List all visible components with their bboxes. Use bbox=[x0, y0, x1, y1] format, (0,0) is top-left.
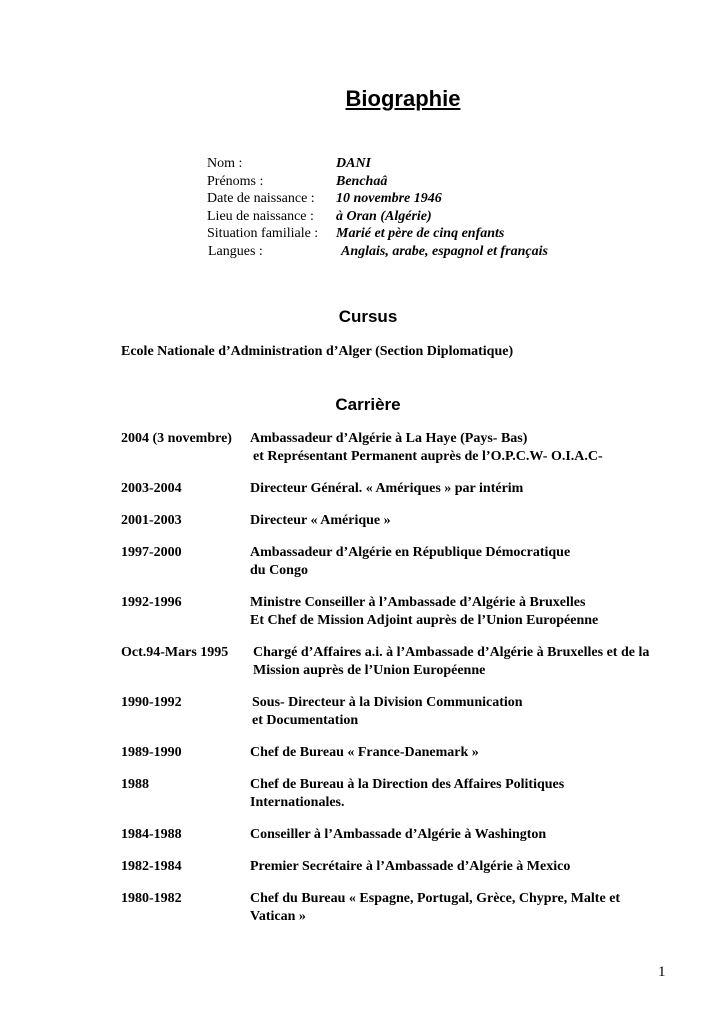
identity-row-lieu-naissance bbox=[207, 208, 548, 226]
identity-value: 10 novembre 1946 bbox=[336, 191, 442, 207]
career-description bbox=[250, 480, 671, 498]
career-entry bbox=[121, 644, 671, 680]
identity-label: Langues : bbox=[208, 243, 263, 259]
identity-value: à Oran (Algérie) bbox=[336, 208, 432, 224]
career-line: Directeur « Amérique » bbox=[250, 513, 391, 528]
career-date: 1989-1990 bbox=[121, 745, 182, 760]
career-entry bbox=[121, 890, 671, 926]
career-line: et Représentant Permanent auprès de l’O.P.C.W- O.I.A.C- bbox=[253, 449, 603, 464]
career-date: 2003-2004 bbox=[121, 481, 182, 496]
career-description bbox=[250, 512, 671, 530]
career-date: 1992-1996 bbox=[121, 595, 182, 610]
career-description bbox=[250, 890, 671, 926]
identity-value: Marié et père de cinq enfants bbox=[336, 226, 505, 242]
career-line: du Congo bbox=[250, 563, 308, 578]
career-description bbox=[250, 644, 671, 680]
identity-row-situation bbox=[207, 225, 548, 243]
identity-label: Prénoms : bbox=[207, 173, 264, 189]
career-line: Conseiller à l’Ambassade d’Algérie à Washington bbox=[250, 827, 547, 842]
career-line: Premier Secrétaire à l’Ambassade d’Algérie à Mexico bbox=[250, 859, 571, 874]
identity-value: DANI bbox=[336, 156, 372, 171]
career-date: 1980-1982 bbox=[121, 891, 182, 906]
career-line: et Documentation bbox=[252, 713, 359, 728]
career-entry bbox=[121, 858, 671, 876]
career-entry bbox=[121, 544, 671, 580]
identity-row-date-naissance bbox=[207, 190, 548, 208]
career-description bbox=[250, 594, 671, 630]
career-description bbox=[250, 694, 671, 730]
career-entry bbox=[121, 776, 671, 812]
career-list bbox=[121, 430, 671, 940]
career-description bbox=[250, 858, 671, 876]
career-entry bbox=[121, 512, 671, 530]
career-date: 1990-1992 bbox=[121, 695, 182, 710]
cursus-text: Ecole Nationale d’Administration d’Alger (Section Diplomatique) bbox=[121, 344, 514, 359]
identity-label: Lieu de naissance : bbox=[207, 208, 314, 224]
career-line: Et Chef de Mission Adjoint auprès de l’Union Européenne bbox=[250, 613, 599, 628]
identity-row-nom bbox=[207, 155, 548, 173]
career-date: 1997-2000 bbox=[121, 545, 182, 560]
career-description bbox=[250, 826, 671, 844]
career-line: Ministre Conseiller à l’Ambassade d’Algérie à Bruxelles bbox=[250, 595, 586, 610]
page-number: 1 bbox=[658, 964, 666, 980]
career-line: Vatican » bbox=[250, 909, 306, 924]
career-entry bbox=[121, 826, 671, 844]
identity-row-langues bbox=[207, 243, 548, 261]
identity-row-prenoms bbox=[207, 173, 548, 191]
career-entry bbox=[121, 694, 671, 730]
career-date: 1982-1984 bbox=[121, 859, 182, 874]
career-date: 1988 bbox=[121, 777, 149, 792]
career-entry bbox=[121, 430, 671, 466]
career-description bbox=[250, 430, 671, 466]
identity-label: Nom : bbox=[207, 156, 243, 171]
identity-value: Anglais, arabe, espagnol et français bbox=[341, 243, 548, 259]
career-line: Chef du Bureau « Espagne, Portugal, Grèce, Chypre, Malte et bbox=[250, 891, 621, 906]
career-line: Chef de Bureau à la Direction des Affaires Politiques bbox=[250, 777, 565, 792]
career-entry bbox=[121, 594, 671, 630]
career-line: Sous- Directeur à la Division Communication bbox=[252, 695, 523, 710]
carriere-heading: Carrière bbox=[335, 395, 401, 414]
page-title: Biographie bbox=[345, 86, 461, 111]
identity-label: Situation familiale : bbox=[207, 226, 319, 242]
career-entry bbox=[121, 480, 671, 498]
career-line: Chef de Bureau « France-Danemark » bbox=[250, 745, 479, 760]
career-date: 2001-2003 bbox=[121, 513, 182, 528]
career-entry bbox=[121, 744, 671, 762]
identity-block bbox=[207, 155, 548, 261]
career-description bbox=[250, 776, 671, 812]
career-line: Ambassadeur d’Algérie en République Démocratique bbox=[250, 545, 571, 560]
identity-value: Benchaâ bbox=[336, 173, 388, 189]
career-description bbox=[250, 544, 671, 580]
career-line: Directeur Général. « Amériques » par intérim bbox=[250, 481, 524, 496]
identity-label: Date de naissance : bbox=[207, 191, 315, 207]
cursus-heading: Cursus bbox=[338, 307, 398, 326]
career-line: Chargé d’Affaires a.i. à l’Ambassade d’Algérie à Bruxelles et de la bbox=[253, 645, 650, 660]
career-date: 1984-1988 bbox=[121, 827, 182, 842]
career-date: 2004 (3 novembre) bbox=[121, 431, 232, 446]
career-description bbox=[250, 744, 671, 762]
career-date: Oct.94-Mars 1995 bbox=[121, 645, 229, 660]
career-line: Mission auprès de l’Union Européenne bbox=[253, 663, 486, 678]
career-line: Internationales. bbox=[250, 795, 345, 810]
career-line: Ambassadeur d’Algérie à La Haye (Pays- Bas) bbox=[250, 431, 528, 446]
